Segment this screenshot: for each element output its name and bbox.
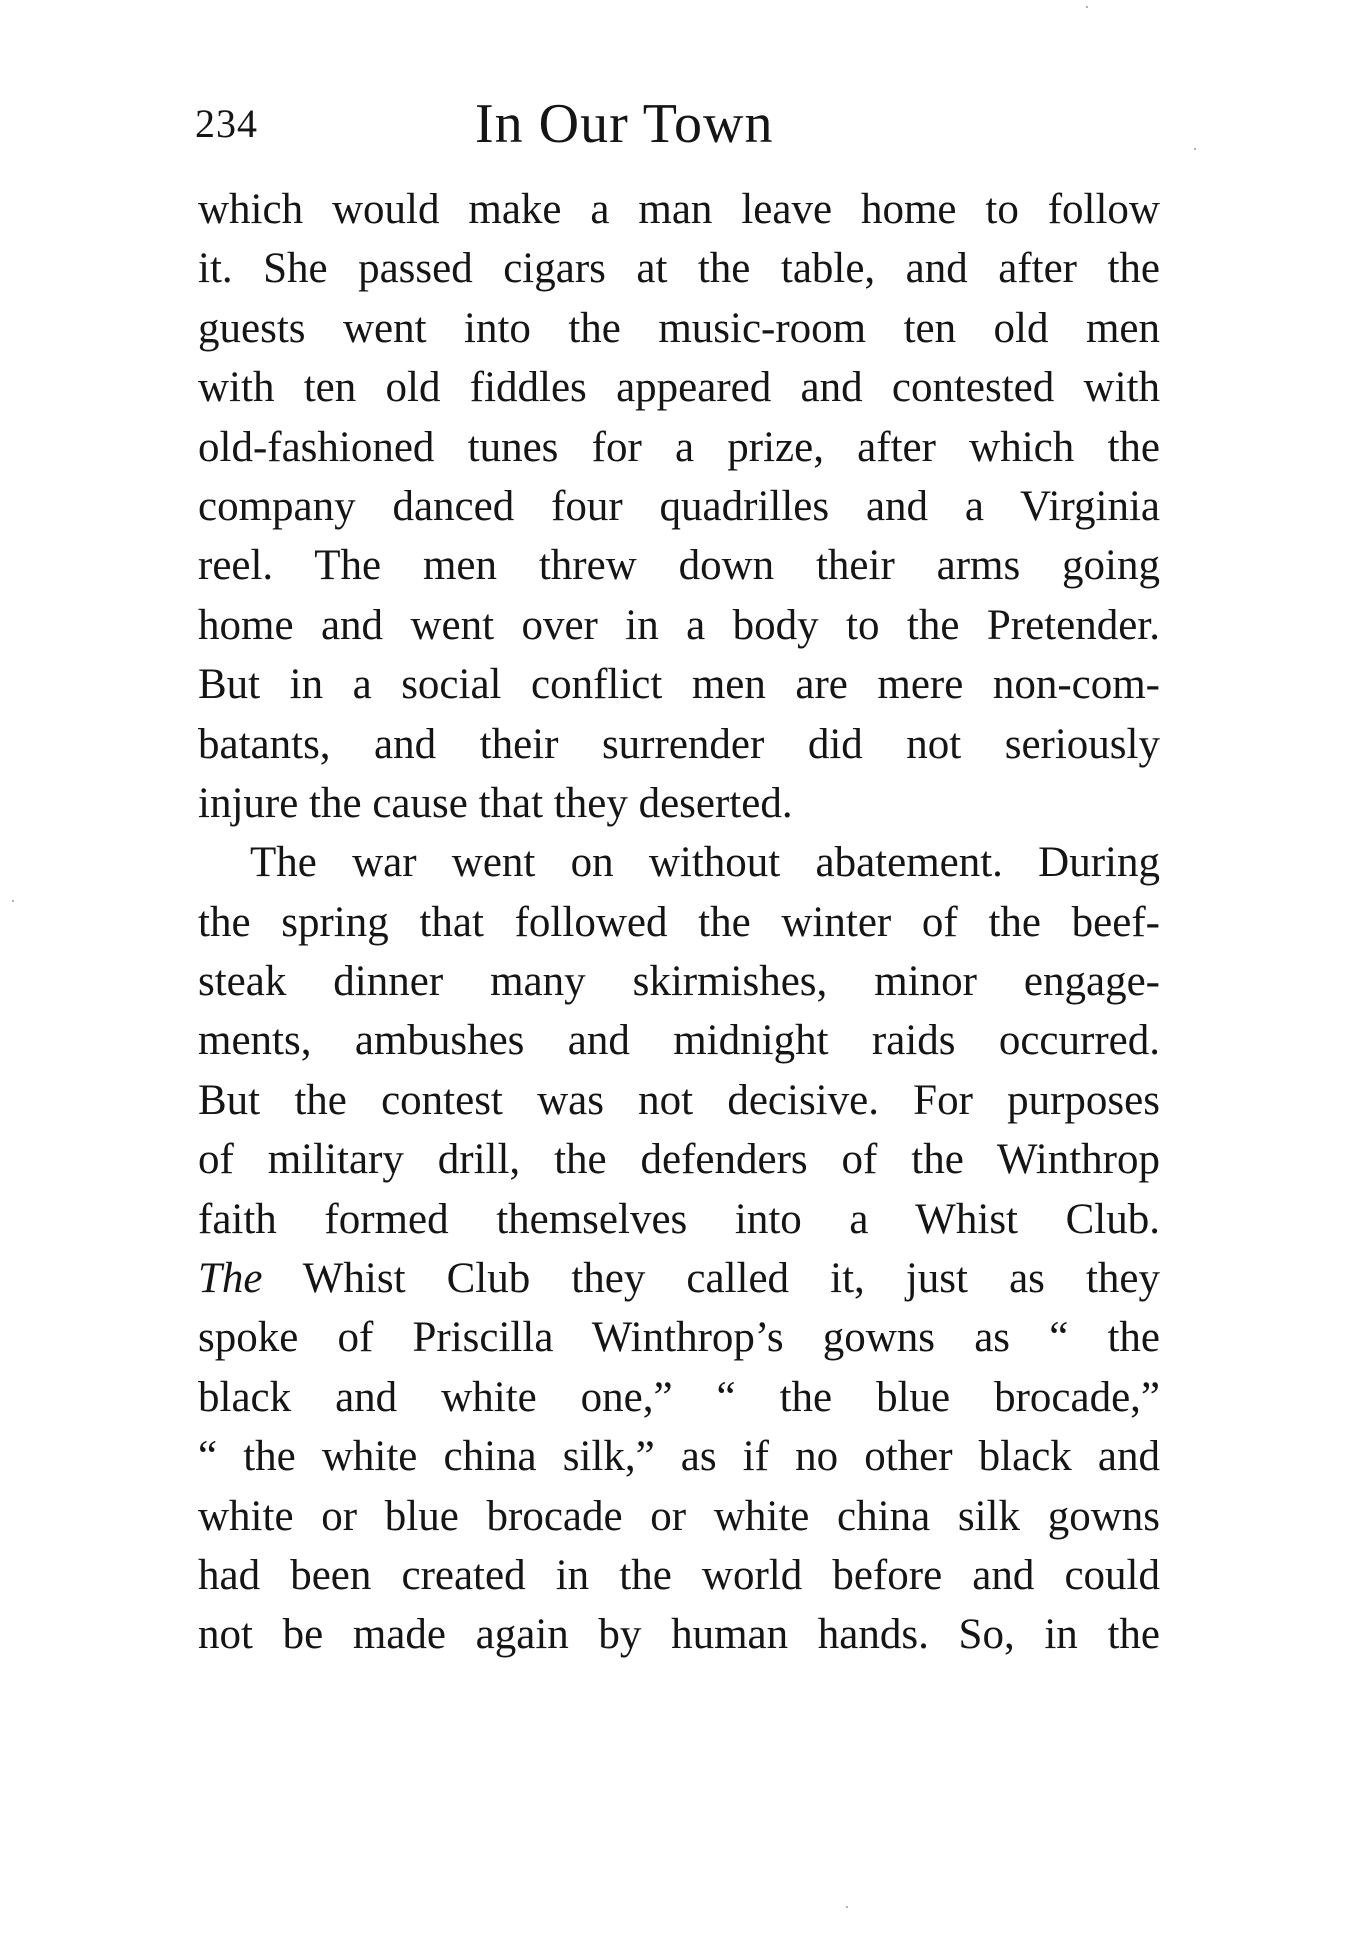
text-line: spoke of Priscilla Winthrop’s gowns as “ the	[198, 1314, 1160, 1362]
text-line: But the contest was not decisive. For purposes	[198, 1076, 1160, 1124]
text-line: reel. The men threw down their arms going	[198, 542, 1160, 590]
text-line: of military drill, the defenders of the Winthrop	[198, 1136, 1160, 1184]
text-line: old-fashioned tunes for a prize, after which the	[198, 423, 1160, 471]
scan-speck	[846, 1906, 848, 1908]
scan-speck	[12, 900, 14, 902]
text-line: white or blue brocade or white china silk gowns	[198, 1492, 1160, 1540]
text-line: had been created in the world before and could	[198, 1551, 1160, 1599]
text-line: guests went into the music-room ten old men	[198, 304, 1160, 352]
text-line	[198, 1249, 1160, 1308]
italic-word: The	[198, 1255, 263, 1303]
text-line: “ the white china silk,” as if no other black and	[198, 1433, 1160, 1481]
text-line: company danced four quadrilles and a Virginia	[198, 482, 1160, 530]
page-number: 234	[195, 101, 258, 146]
text-line: But in a social conflict men are mere non-com-	[198, 661, 1160, 709]
text-line: faith formed themselves into a Whist Club.	[198, 1195, 1160, 1243]
text-line: with ten old fiddles appeared and contested with	[198, 364, 1160, 412]
scan-speck	[1086, 6, 1088, 8]
paragraph	[198, 180, 1160, 833]
text-line: it. She passed cigars at the table, and after the	[198, 245, 1160, 293]
scan-speck	[1194, 148, 1196, 150]
body-text	[198, 180, 1160, 1665]
page-header	[195, 92, 1175, 162]
paragraph	[198, 833, 1160, 1664]
running-head: In Our Town	[475, 93, 774, 155]
text-line: steak dinner many skirmishes, minor engage-	[198, 958, 1160, 1006]
line-rest: Whist Club they called it, just as they	[262, 1255, 1160, 1303]
text-line: batants, and their surrender did not seriously	[198, 720, 1160, 768]
text-line: The war went on without abatement. During	[250, 839, 1160, 887]
text-line: black and white one,” “ the blue brocade,”	[198, 1373, 1160, 1421]
text-line: home and went over in a body to the Pretender.	[198, 601, 1160, 649]
text-line: not be made again by human hands. So, in the	[198, 1611, 1160, 1659]
text-line: ments, ambushes and midnight raids occurred.	[198, 1017, 1160, 1065]
text-line: which would make a man leave home to follow	[198, 186, 1160, 233]
text-line: the spring that followed the winter of the beef-	[198, 898, 1160, 946]
text-line: injure the cause that they deserted.	[198, 779, 793, 827]
